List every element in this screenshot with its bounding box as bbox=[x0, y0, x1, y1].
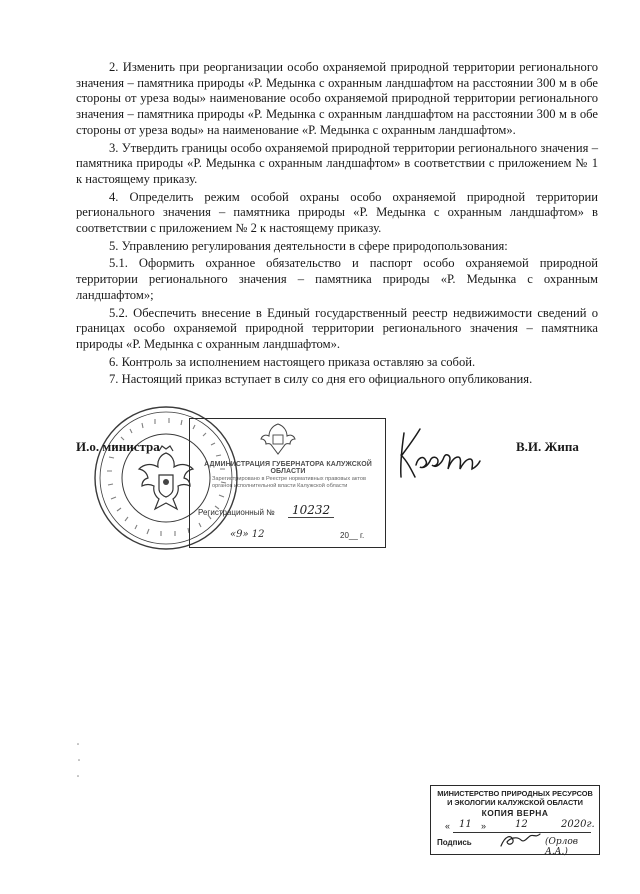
scan-artifact bbox=[74, 740, 86, 780]
quote-mark: » bbox=[481, 821, 487, 831]
paragraph-3: 3. Утвердить границы особо охраняемой природной территории регионального значения – памятника природы «Р. Медынка с охранным ландшафтом» в соответствии с приложением № 1 к настоящему приказу. bbox=[76, 140, 598, 186]
registration-date-suffix: 20__ г. bbox=[340, 531, 365, 540]
paragraph-5-1: 5.1. Оформить охранное обязательство и паспорт особо охраняемой природной территории регионального значения – памятника природы «Р. Медынка с охранным ландшафтом»; bbox=[76, 256, 598, 302]
cert-date-row bbox=[437, 819, 595, 833]
cert-signer-name: (Орлов А.А.) bbox=[545, 837, 579, 857]
cert-signature-label: Подпись bbox=[437, 838, 472, 847]
cert-month: 12 bbox=[515, 819, 528, 830]
registration-stamp bbox=[189, 418, 386, 548]
cert-ministry-line2: И ЭКОЛОГИИ КАЛУЖСКОЙ ОБЛАСТИ bbox=[447, 798, 583, 807]
cert-copy-verified: КОПИЯ ВЕРНА bbox=[481, 808, 549, 818]
quote-mark: « bbox=[445, 821, 451, 831]
certified-copy-stamp bbox=[430, 785, 600, 855]
cert-year: 2020г. bbox=[561, 819, 595, 830]
paragraph-6: 6. Контроль за исполнением настоящего приказа оставляю за собой. bbox=[109, 354, 476, 369]
registration-header: АДМИНИСТРАЦИЯ ГУБЕРНАТОРА КАЛУЖСКОЙ ОБЛАСТИ bbox=[204, 461, 372, 475]
registration-description: Зарегистрировано в Реестре нормативных правовых актов органов исполнительной власти Калужской области bbox=[212, 476, 366, 489]
paragraph-2: 2. Изменить при реорганизации особо охраняемой природной территории регионального значения – памятника природы «Р. Медынка с охранным ландшафтом на расстоянии 300 м в обе стороны от уреза воды» наименование особо охраняемой природной территории регионального значения – памятника природы «Р. Медынка с охранным ландшафтом на расстоянии 300 м в обе стороны от уреза воды» на наименование «Р. Медынка с охранным ландшафтом». bbox=[76, 60, 598, 137]
signer-title: И.о. министра bbox=[76, 439, 160, 454]
order-body bbox=[76, 60, 598, 390]
handwritten-signature bbox=[392, 425, 490, 485]
paragraph-7: 7. Настоящий приказ вступает в силу со дня его официального опубликования. bbox=[109, 372, 533, 387]
registration-number-label: Регистрационный № bbox=[198, 508, 275, 517]
paragraph-5-2: 5.2. Обеспечить внесение в Единый государственный реестр недвижимости сведений о границах особо охраняемой природной территории регионального значения – памятника природы «Р. Медынка с охранным ландшафтом». bbox=[76, 305, 598, 351]
signer-name: В.И. Жипа bbox=[516, 439, 579, 454]
coat-of-arms-icon bbox=[260, 421, 296, 457]
paragraph-4: 4. Определить режим особой охраны особо охраняемой природной территории регионального значения – памятника природы «Р. Медынка с охранным ландшафтом» в соответствии с приложением № 2 к настоящему приказу. bbox=[76, 189, 598, 236]
cert-ministry-line1: МИНИСТЕРСТВО ПРИРОДНЫХ РЕСУРСОВ bbox=[437, 789, 593, 798]
registration-date: «9» 12 bbox=[230, 529, 265, 540]
registration-number: 10232 bbox=[288, 503, 334, 518]
cert-signature-row bbox=[437, 836, 595, 857]
cert-day: 11 bbox=[459, 819, 472, 830]
paragraph-5: 5. Управлению регулирования деятельности в сфере природопользования: bbox=[109, 238, 508, 253]
cert-handwritten-signature bbox=[497, 832, 547, 852]
